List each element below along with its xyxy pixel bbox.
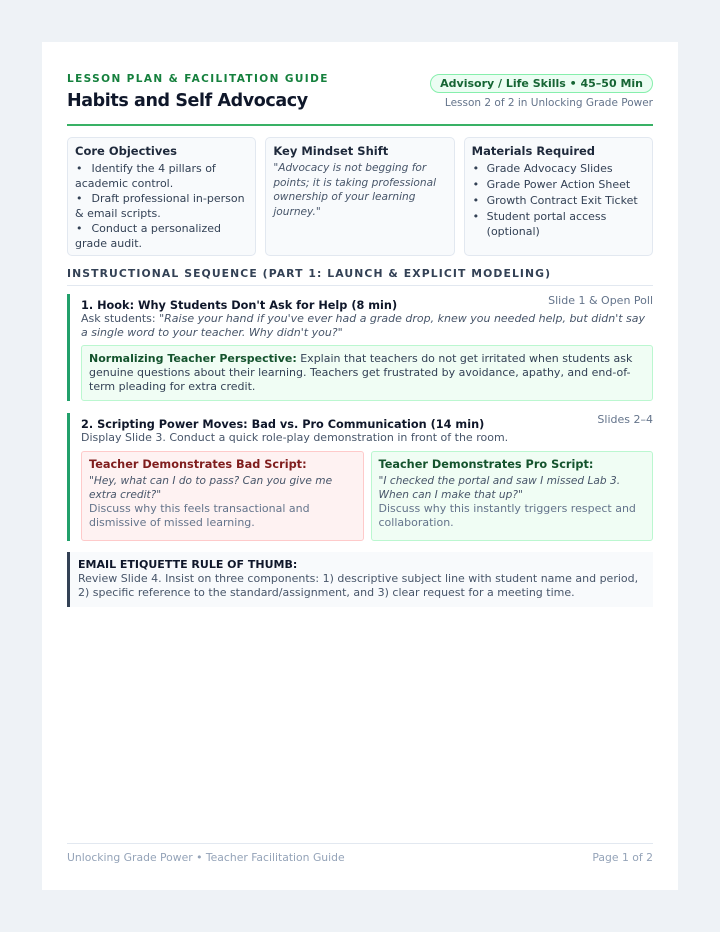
email-rule-text: Review Slide 4. Insist on three components: 1) descriptive subject line with student name and period, 2) specific reference to the standard/assignment, and 3) clear request for a meeting time. bbox=[78, 572, 639, 599]
teacher-perspective-callout bbox=[81, 345, 653, 401]
material-item: • Student portal access (optional) bbox=[472, 209, 645, 239]
materials-card bbox=[464, 137, 653, 256]
lesson-subtitle: Lesson 2 of 2 in Unlocking Grade Power bbox=[444, 97, 653, 109]
materials-title: Materials Required bbox=[471, 144, 596, 158]
section-heading: INSTRUCTIONAL SEQUENCE (PART 1: LAUNCH & EXPLICIT MODELING) bbox=[67, 267, 653, 286]
step-title: 1. Hook: Why Students Don't Ask for Help (8 min) bbox=[81, 299, 398, 312]
objective-item: • Identify the 4 pillars of academic control. bbox=[75, 161, 248, 191]
mindset-shift-title: Key Mindset Shift bbox=[273, 144, 389, 158]
bad-script-box bbox=[81, 451, 364, 541]
lesson-plan-page bbox=[42, 42, 678, 890]
step-intro: Display Slide 3. Conduct a quick role-play demonstration in front of the room. bbox=[81, 431, 509, 444]
core-objectives-card bbox=[67, 137, 256, 256]
step-slide-ref: Slides 2–4 bbox=[597, 413, 653, 426]
bad-script-quote: "Hey, what can I do to pass? Can you give me extra credit?" bbox=[89, 475, 333, 501]
callout-text: Explain that teachers do not get irritated when students ask genuine questions about their learning. Teachers get frustrated by avoidance, apathy, and end-of-term pleading for extra credit. bbox=[89, 352, 633, 393]
page-title: Habits and Self Advocacy bbox=[67, 91, 308, 111]
header-divider bbox=[67, 124, 653, 126]
page-header bbox=[67, 73, 653, 123]
pro-script-heading: Teacher Demonstrates Pro Script: bbox=[378, 458, 594, 471]
callout-label: Normalizing Teacher Perspective: bbox=[89, 352, 297, 365]
duration-badge: Advisory / Life Skills • 45–50 Min bbox=[430, 74, 653, 93]
mindset-quote: "Advocacy is not begging for points; it is taking professional ownership of your learning journey." bbox=[273, 162, 437, 218]
step-hook bbox=[67, 294, 653, 401]
step-header bbox=[81, 294, 653, 311]
pro-script-box bbox=[371, 451, 654, 541]
material-item: • Growth Contract Exit Ticket bbox=[472, 193, 645, 208]
step-prompt bbox=[81, 312, 653, 340]
core-objectives-title: Core Objectives bbox=[75, 144, 177, 158]
script-comparison bbox=[81, 451, 653, 541]
pro-script-quote: "I checked the portal and saw I missed Lab 3. When can I make that up?" bbox=[378, 475, 621, 501]
prompt-lead: Ask students: bbox=[81, 312, 160, 325]
overview-cards bbox=[67, 137, 653, 256]
page-footer bbox=[67, 843, 653, 864]
objectives-list bbox=[75, 161, 248, 251]
email-etiquette-box bbox=[67, 552, 653, 607]
footer-guide-title: Unlocking Grade Power • Teacher Facilitation Guide bbox=[67, 851, 345, 864]
step-title: 2. Scripting Power Moves: Bad vs. Pro Communication (14 min) bbox=[81, 418, 485, 431]
document-kicker: LESSON PLAN & FACILITATION GUIDE bbox=[67, 73, 329, 85]
prompt-quote: "Raise your hand if you've ever had a grade drop, knew you needed help, but didn't say a single word to your teacher. Why didn't you?" bbox=[81, 312, 646, 339]
step-scripting bbox=[67, 413, 653, 541]
objective-item: • Conduct a personalized grade audit. bbox=[75, 221, 248, 251]
step-slide-ref: Slide 1 & Open Poll bbox=[548, 294, 653, 307]
email-rule-title: EMAIL ETIQUETTE RULE OF THUMB: bbox=[78, 558, 298, 571]
materials-list bbox=[472, 161, 645, 239]
page-number: Page 1 of 2 bbox=[592, 851, 653, 864]
step-header bbox=[81, 413, 653, 430]
material-item: • Grade Advocacy Slides bbox=[472, 161, 645, 176]
bad-script-description: Discuss why this feels transactional and dismissive of missed learning. bbox=[89, 502, 310, 529]
objective-item: • Draft professional in-person & email scripts. bbox=[75, 191, 248, 221]
pro-script-description: Discuss why this instantly triggers respect and collaboration. bbox=[378, 502, 636, 529]
bad-script-heading: Teacher Demonstrates Bad Script: bbox=[89, 458, 307, 471]
mindset-shift-card bbox=[265, 137, 454, 256]
material-item: • Grade Power Action Sheet bbox=[472, 177, 645, 192]
